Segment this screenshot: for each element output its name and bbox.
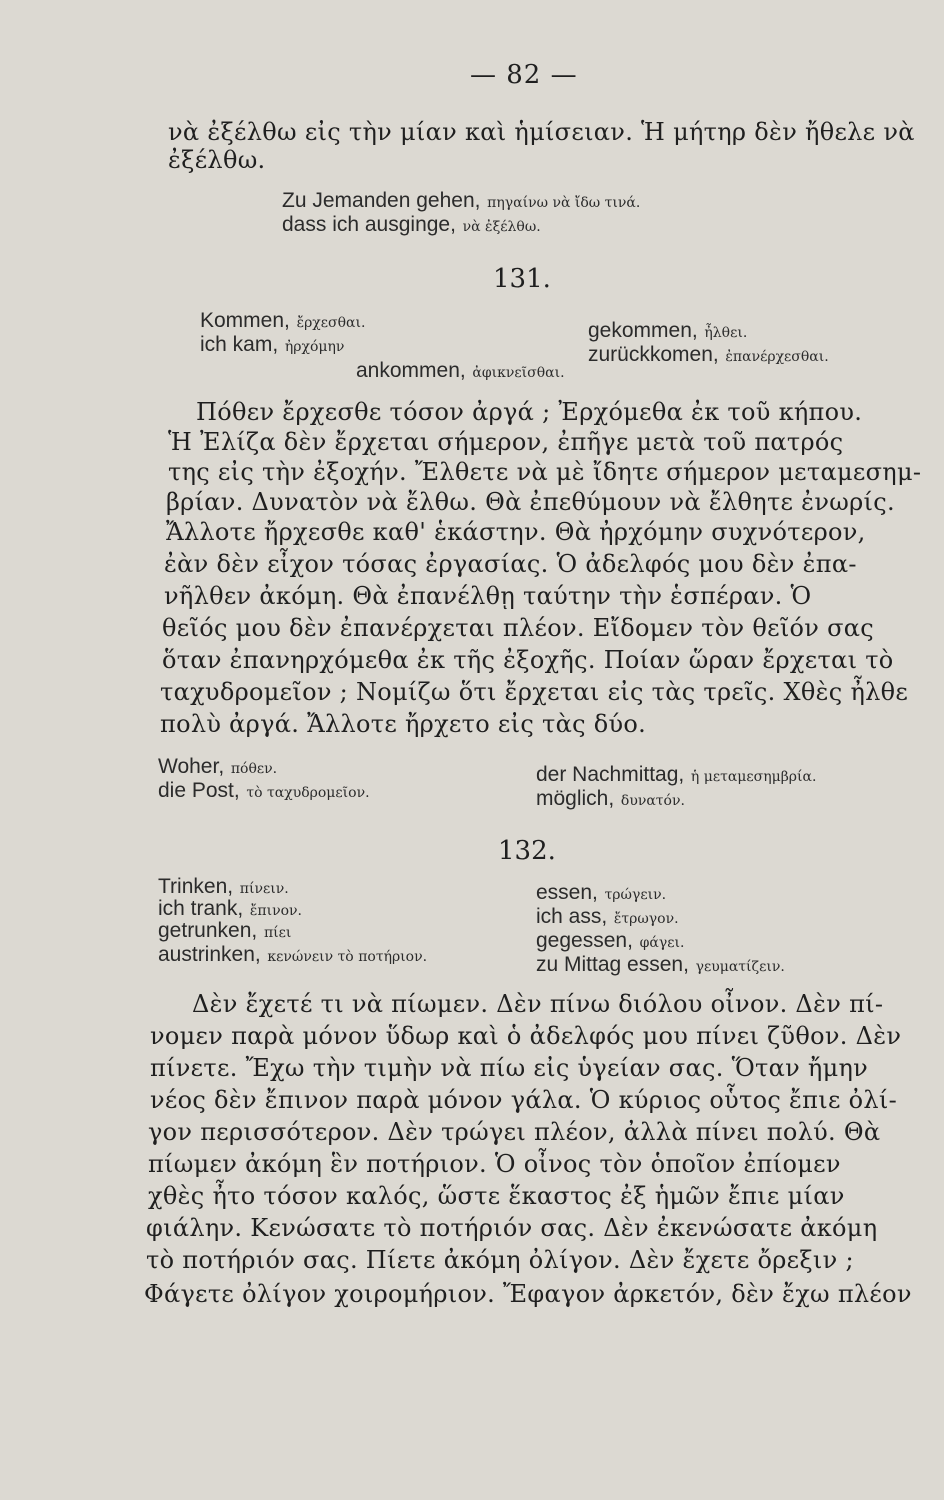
vocab-de: ich ass,	[536, 905, 608, 928]
vocab-de: Trinken,	[158, 875, 234, 898]
text-line: πολὺ ἀργά. Ἄλλοτε ἤρχετο εἰς τὰς δύο.	[160, 710, 647, 738]
vocab-de: Woher,	[158, 755, 225, 778]
vocab-de: getrunken,	[158, 919, 258, 942]
vocab-de: ankommen,	[356, 359, 466, 382]
vocab-gr: ἠρχόμην	[284, 339, 345, 355]
vocab-entry	[536, 952, 785, 977]
vocab-entry	[158, 918, 291, 943]
vocab-entry	[158, 942, 427, 967]
section-number: 131.	[493, 264, 551, 294]
vocab-de: die Post,	[158, 779, 240, 802]
vocab-gr: τρώγειν.	[604, 887, 667, 903]
vocab-entry	[282, 188, 640, 213]
vocab-de: essen,	[536, 881, 598, 904]
vocab-entry	[200, 308, 365, 333]
section-number: 132.	[498, 836, 556, 866]
vocab-gr: πίνειν.	[239, 881, 289, 897]
vocab-gr: ἡ μεταμεσημβρία.	[690, 769, 817, 785]
vocab-de: zurückkomen,	[588, 343, 719, 366]
vocab-entry	[536, 762, 816, 787]
vocab-de: Zu Jemanden gehen,	[282, 189, 481, 212]
vocab-de: gekommen,	[588, 319, 698, 342]
text-line: τὸ ποτήριόν σας. Πίετε ἀκόμη ὀλίγον. Δὲν ἔχετε ὄρεξιν ;	[146, 1246, 854, 1274]
vocab-de: ich kam,	[200, 333, 279, 356]
text-line: νομεν παρὰ μόνον ὕδωρ καὶ ὁ ἀδελφός μου πίνει ζῦθον. Δὲν	[150, 1022, 902, 1050]
text-line: Ἡ Ἐλίζα δὲν ἔρχεται σήμερον, ἐπῆγε μετὰ τοῦ πατρός	[168, 428, 844, 456]
text-line: Φάγετε ὀλίγον χοιρομήριον. Ἔφαγον ἀρκετόν, δὲν ἔχω πλέον	[144, 1280, 912, 1308]
text-line: ἐὰν δὲν εἶχον τόσας ἐργασίας. Ὁ ἀδελφός μου δὲν ἐπα-	[164, 550, 857, 578]
text-line: βρίαν. Δυνατὸν νὰ ἔλθω. Θὰ ἐπεθύμουν νὰ ἔλθητε ἐνωρίς.	[166, 488, 895, 516]
vocab-entry	[200, 332, 344, 357]
vocab-entry	[356, 358, 565, 383]
text-line: της εἰς τὴν ἐξοχήν. Ἔλθετε νὰ μὲ ἴδητε σήμερον μεταμεσημ-	[168, 458, 922, 486]
vocab-de: der Nachmittag,	[536, 763, 685, 786]
vocab-gr: ἔτρωγον.	[613, 911, 679, 927]
vocab-gr: κενώνειν τὸ ποτήριον.	[267, 949, 428, 965]
vocab-gr: ἔπινον.	[249, 903, 302, 919]
text-line: ταχυδρομεῖον ; Νομίζω ὅτι ἔρχεται εἰς τὰς τρεῖς. Χθὲς ἦλθε	[160, 678, 909, 706]
vocab-entry	[536, 904, 679, 929]
text-line: θεῖός μου δὲν ἐπανέρχεται πλέον. Εἴδομεν τὸν θεῖόν σας	[162, 614, 875, 642]
text-line: γον περισσότερον. Δὲν τρώγει πλέον, ἀλλὰ πίνει πολύ. Θὰ	[148, 1118, 881, 1146]
vocab-de: austrinken,	[158, 943, 261, 966]
text-line: πίωμεν ἀκόμη ἓν ποτήριον. Ὁ οἶνος τὸν ὁποῖον ἐπίομεν	[148, 1150, 841, 1178]
text-line: Πόθεν ἔρχεσθε τόσον ἀργά ; Ἐρχόμεθα ἐκ τοῦ κήπου.	[196, 398, 863, 426]
vocab-gr: πίει	[263, 925, 292, 941]
vocab-gr: ἦλθει.	[704, 325, 748, 341]
vocab-entry	[536, 928, 684, 953]
vocab-gr: πηγαίνω νὰ ἴδω τινά.	[487, 195, 641, 211]
vocab-entry	[282, 212, 541, 237]
vocab-entry	[536, 880, 666, 905]
text-line: νέος δὲν ἔπινον παρὰ μόνον γάλα. Ὁ κύριος οὗτος ἔπιε ὀλί-	[150, 1086, 897, 1114]
vocab-gr: ἀφικνεῖσθαι.	[472, 365, 565, 381]
text-line: Δὲν ἔχετέ τι νὰ πίωμεν. Δὲν πίνω διόλου οἶνον. Δὲν πί-	[192, 990, 884, 1018]
vocab-gr: ἐπανέρχεσθαι.	[725, 349, 829, 365]
vocab-gr: πόθεν.	[230, 761, 278, 777]
vocab-entry	[536, 786, 685, 811]
vocab-gr: γευματίζειν.	[695, 959, 785, 975]
vocab-entry	[158, 754, 277, 779]
text-line: νῆλθεν ἀκόμη. Θὰ ἐπανέλθῃ ταύτην τὴν ἑσπέραν. Ὁ	[164, 582, 812, 610]
text-line: ὅταν ἐπανηρχόμεθα ἐκ τῆς ἐξοχῆς. Ποίαν ὥραν ἔρχεται τὸ	[162, 646, 894, 674]
text-line: πίνετε. Ἔχω τὴν τιμὴν νὰ πίω εἰς ὑγείαν σας. Ὅταν ἤμην	[150, 1054, 869, 1082]
vocab-gr: τὸ ταχυδρομεῖον.	[246, 785, 370, 801]
vocab-entry	[158, 778, 370, 803]
vocab-de: dass ich ausginge,	[282, 213, 456, 236]
vocab-gr: ἔρχεσθαι.	[296, 315, 366, 331]
vocab-gr: δυνατόν.	[620, 793, 685, 809]
intro-line: νὰ ἐξέλθω εἰς τὴν μίαν καὶ ἡμίσειαν. Ἡ μήτηρ δὲν ἤθελε νὰ	[168, 118, 915, 146]
vocab-de: Kommen,	[200, 309, 290, 332]
vocab-gr: νὰ ἐξέλθω.	[462, 219, 541, 235]
vocab-entry	[588, 318, 747, 343]
vocab-de: zu Mittag essen,	[536, 953, 689, 976]
text-line: χθὲς ἦτο τόσον καλός, ὥστε ἕκαστος ἐξ ἡμῶν ἔπιε μίαν	[148, 1182, 845, 1210]
vocab-gr: φάγει.	[639, 935, 685, 951]
vocab-de: gegessen,	[536, 929, 633, 952]
page-number: — 82 —	[470, 60, 578, 90]
intro-line: ἐξέλθω.	[168, 146, 266, 174]
vocab-de: ich trank,	[158, 897, 244, 920]
text-line: Ἄλλοτε ἤρχεσθε καθ' ἑκάστην. Θὰ ἠρχόμην συχνότερον,	[166, 518, 866, 546]
vocab-entry	[588, 342, 829, 367]
vocab-de: möglich,	[536, 787, 615, 810]
text-line: φιάλην. Κενώσατε τὸ ποτήριόν σας. Δὲν ἐκενώσατε ἀκόμη	[146, 1214, 878, 1242]
